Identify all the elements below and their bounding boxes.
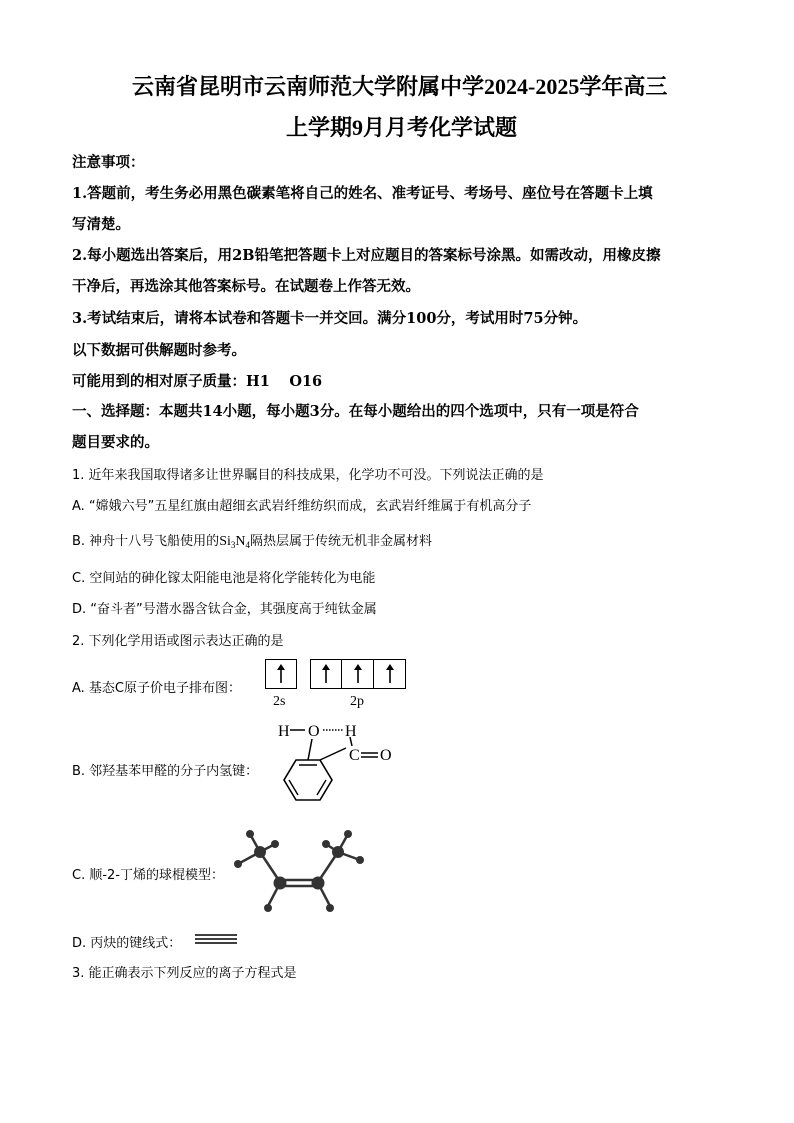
orbital-box-2p-3 — [374, 659, 406, 689]
note-2a: 2.每小题选出答案后，用2B铅笔把答题卡上对应题目的答案标号涂黑。如需改动，用橡皮擦 — [72, 247, 661, 264]
q2-option-a: A. 基态C原子价电子排布图： — [72, 681, 242, 696]
q2-option-b: B. 邻羟基苯甲醛的分子内氢键： — [72, 764, 259, 779]
note-1a: 1.答题前，考生务必用黑色碳素笔将自己的姓名、准考证号、考场号、座位号在答题卡上填 — [72, 185, 653, 202]
note-1b: 写清楚。 — [72, 216, 130, 233]
title-line-2: 上学期9月月考化学试题 — [286, 115, 518, 140]
orbital-box-2p-2 — [342, 659, 374, 689]
q1-option-b: B. 神舟十八号飞船使用的$Si_3N_4$隔热层属于传统无机非金属材料 — [72, 534, 433, 550]
orbital-2s — [265, 659, 297, 692]
q1-option-c: C. 空间站的砷化镓太阳能电池是将化学能转化为电能 — [72, 571, 376, 586]
section-heading-1: 一、选择题：本题共14小题，每小题3分。在每小题给出的四个选项中，只有一项是符合 — [72, 403, 639, 420]
note-2b: 干净后，再选涂其他答案标号。在试题卷上作答无效。 — [72, 278, 420, 295]
q1-option-a: A. “嫦娥六号”五星红旗由超细玄武岩纤维纺织而成，玄武岩纤维属于有机高分子 — [72, 499, 532, 514]
section-heading-2: 题目要求的。 — [72, 434, 159, 451]
up-arrow-icon — [266, 660, 296, 688]
atom-h1: H — [278, 723, 290, 740]
atom-h2: H — [345, 723, 357, 740]
note-3: 3.考试结束后，请将本试卷和答题卡一并交回。满分100分，考试用时75分钟。 — [72, 310, 588, 327]
label-2s: 2s — [273, 694, 286, 709]
cis-2-butene-model — [230, 826, 370, 918]
atom-o2: O — [380, 747, 392, 764]
q2-option-c: C. 顺-2-丁烯的球棍模型： — [72, 868, 224, 883]
orbital-box-2s — [265, 659, 297, 689]
up-arrow-icon — [375, 660, 405, 688]
q1-option-d: D. “奋斗者”号潜水器含钛合金，其强度高于纯钛金属 — [72, 602, 377, 617]
atom-c: C — [349, 747, 360, 764]
triple-bond-line-formula — [193, 931, 239, 947]
label-2p: 2p — [350, 694, 364, 709]
title-line-1: 云南省昆明市云南师范大学附属中学2024-2025学年高三 — [132, 74, 668, 99]
hydroxybenzaldehyde-structure — [268, 718, 408, 818]
atom-o1: O — [308, 723, 320, 740]
q1-stem: 1. 近年来我国取得诸多让世界瞩目的科技成果，化学功不可没。下列说法正确的是 — [72, 468, 544, 483]
formula-si3n4: $Si_3N_4$ — [219, 534, 250, 550]
up-arrow-icon — [311, 660, 341, 688]
data-note: 以下数据可供解题时参考。 — [72, 342, 246, 359]
notes-heading: 注意事项： — [72, 154, 145, 171]
q2-option-d: D. 丙炔的键线式： — [72, 936, 182, 951]
q3-stem: 3. 能正确表示下列反应的离子方程式是 — [72, 966, 297, 981]
atomic-mass: 可能用到的相对原子质量：H1 O16 — [72, 373, 323, 390]
up-arrow-icon — [343, 660, 373, 688]
orbital-box-2p-1 — [310, 659, 342, 689]
orbital-2p — [310, 659, 406, 689]
q2-stem: 2. 下列化学用语或图示表达正确的是 — [72, 634, 284, 649]
